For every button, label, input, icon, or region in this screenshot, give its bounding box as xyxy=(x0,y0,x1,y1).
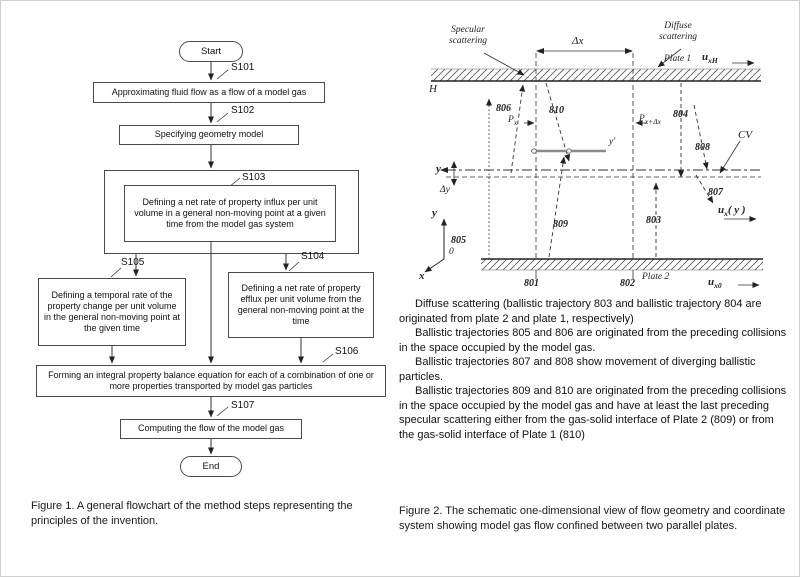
s101-text: Approximating fluid flow as a flow of a model gas xyxy=(111,86,307,97)
trajectory-808 xyxy=(694,105,707,169)
ref-809: 809 xyxy=(553,219,568,230)
P-xdx-base: P xyxy=(639,114,645,124)
start-label: Start xyxy=(200,45,222,57)
ref-807: 807 xyxy=(708,187,723,198)
s101-leader-line xyxy=(217,70,228,79)
end-terminal xyxy=(180,456,242,477)
cv-label: CV xyxy=(738,129,753,141)
u-x0-label xyxy=(708,276,722,290)
dx-arrow-right xyxy=(625,48,633,54)
ref-802: 802 xyxy=(620,278,635,289)
P-x-label xyxy=(508,115,517,127)
step-tag-s104: S104 xyxy=(301,251,325,262)
s104-text: Defining a net rate of property efflux per unit volume from the general non-moving point at the time xyxy=(237,282,365,327)
step-tag-s102: S102 xyxy=(231,105,255,116)
P-x-sub: x xyxy=(513,117,518,127)
flow-step-s102 xyxy=(119,125,299,145)
note-809-810: Ballistic trajectories 809 and 810 are originated from the preceding collisions in the space occupied by the model gas and have at least the last preceding specular scattering either from the gas-solid interface of Plate 2 (809) or from the gas-solid interface of Plate 1 (810) xyxy=(399,385,787,441)
y-prime-path xyxy=(531,149,606,153)
end-label: End xyxy=(202,460,220,472)
s103-text: Defining a net rate of property influx per unit volume in a general non-moving point at a given time from the model gas system xyxy=(134,196,326,230)
s107-leader-line xyxy=(217,407,228,416)
cv-boundaries xyxy=(536,51,633,279)
x-axis-arrow xyxy=(425,259,444,272)
P-xdx-label xyxy=(639,114,661,126)
specular-scattering-label: Specular scattering xyxy=(449,25,487,46)
ref-801: 801 xyxy=(524,278,539,289)
u-x0-sub: x0 xyxy=(714,281,722,291)
diffuse-scattering-label: Diffuse scattering xyxy=(659,21,697,42)
s102-text: Specifying geometry model xyxy=(154,129,264,140)
schematic-drawing xyxy=(396,13,796,303)
step-tag-s101: S101 xyxy=(231,62,255,73)
delta-y-label: Δy xyxy=(440,185,450,195)
flow-step-s106 xyxy=(36,365,386,397)
start-terminal xyxy=(179,41,243,62)
coordinate-axes xyxy=(425,219,444,272)
trajectory-806 xyxy=(511,85,523,173)
ref-804: 804 xyxy=(673,109,688,120)
step-tag-s105: S105 xyxy=(121,257,145,268)
u-xy-sub: x xyxy=(724,209,728,219)
plate1-label: Plate 1 xyxy=(664,54,692,64)
P-x-base: P xyxy=(508,115,514,125)
step-tag-s106: S106 xyxy=(335,346,359,357)
step-tag-s103: S103 xyxy=(242,172,266,183)
s102-leader-line xyxy=(217,113,228,122)
x-axis-label: x xyxy=(419,270,425,282)
ref-803: 803 xyxy=(646,215,661,226)
s106-leader-line xyxy=(323,354,333,362)
ref-810: 810 xyxy=(549,105,564,116)
u-xy-suffix: ( y ) xyxy=(727,204,746,216)
ref-806: 806 xyxy=(496,103,511,114)
plate2-wall xyxy=(481,259,763,270)
dy-arrow-up xyxy=(451,161,457,168)
note-807-808: Ballistic trajectories 807 and 808 show movement of diverging ballistic particles. xyxy=(399,356,756,383)
flow-step-s104 xyxy=(228,272,374,338)
u-x0-base: u xyxy=(708,276,715,288)
s105-text: Defining a temporal rate of the property change per unit volume in the general non-moving point at the given time xyxy=(43,289,181,334)
y-level-left-arrow xyxy=(440,167,448,173)
flow-step-s103 xyxy=(124,185,336,242)
y-mid-label: y xyxy=(436,163,441,175)
step-tag-s107: S107 xyxy=(231,400,255,411)
figure1-caption: Figure 1. A general flowchart of the method steps representing the principles of the invention. xyxy=(31,500,353,527)
s105-leader-line xyxy=(111,268,121,277)
flow-step-s105 xyxy=(38,278,186,346)
note-diffuse: Diffuse scattering (ballistic trajectory 803 and ballistic trajectory 804 are originated from plate 2 and plate 1, respectively) xyxy=(399,298,762,325)
flow-step-s107 xyxy=(120,419,302,439)
s107-text: Computing the flow of the model gas xyxy=(137,423,285,434)
ref-808: 808 xyxy=(695,142,710,153)
flow-step-s101 xyxy=(93,82,325,103)
cv-leader xyxy=(720,141,740,173)
note-805-806: Ballistic trajectories 805 and 806 are originated from the preceding collisions in the space occupied by the model gas. xyxy=(399,327,787,354)
y-axis-label: y xyxy=(432,207,437,219)
delta-x-label: Δx xyxy=(572,35,584,47)
P-xdx-sub: x+Δx xyxy=(644,116,661,126)
s104-leader-line xyxy=(289,262,299,271)
plate2-label: Plate 2 xyxy=(642,272,670,282)
dx-arrow-left xyxy=(536,48,544,54)
trajectory-810 xyxy=(546,83,569,161)
H-label: H xyxy=(429,83,437,95)
cv-mid-band xyxy=(440,161,761,186)
u-xH-sub: xH xyxy=(708,56,718,66)
figure2-notes xyxy=(399,297,791,442)
figure1-flowchart xyxy=(21,29,396,484)
leader-lines xyxy=(484,49,759,285)
figure2-schematic xyxy=(396,13,796,303)
u-xy-base: u xyxy=(718,204,725,216)
u-xH-base: u xyxy=(702,51,709,63)
figure2-caption: Figure 2. The schematic one-dimensional view of flow geometry and coordinate system showing model gas flow confined between two parallel plates. xyxy=(399,505,786,532)
trajectory-809 xyxy=(549,157,564,257)
u-xH-label xyxy=(702,51,718,65)
y-prime-label: y′ xyxy=(609,137,616,147)
plate1-wall xyxy=(431,69,761,81)
ref-805: 805 xyxy=(451,235,466,246)
s106-text: Forming an integral property balance equation for each of a combination of one or more properties transported by model gas particles xyxy=(48,369,374,391)
dy-arrow-down xyxy=(451,179,457,186)
origin-label: 0 xyxy=(449,247,454,257)
u-xy-label xyxy=(718,204,746,218)
